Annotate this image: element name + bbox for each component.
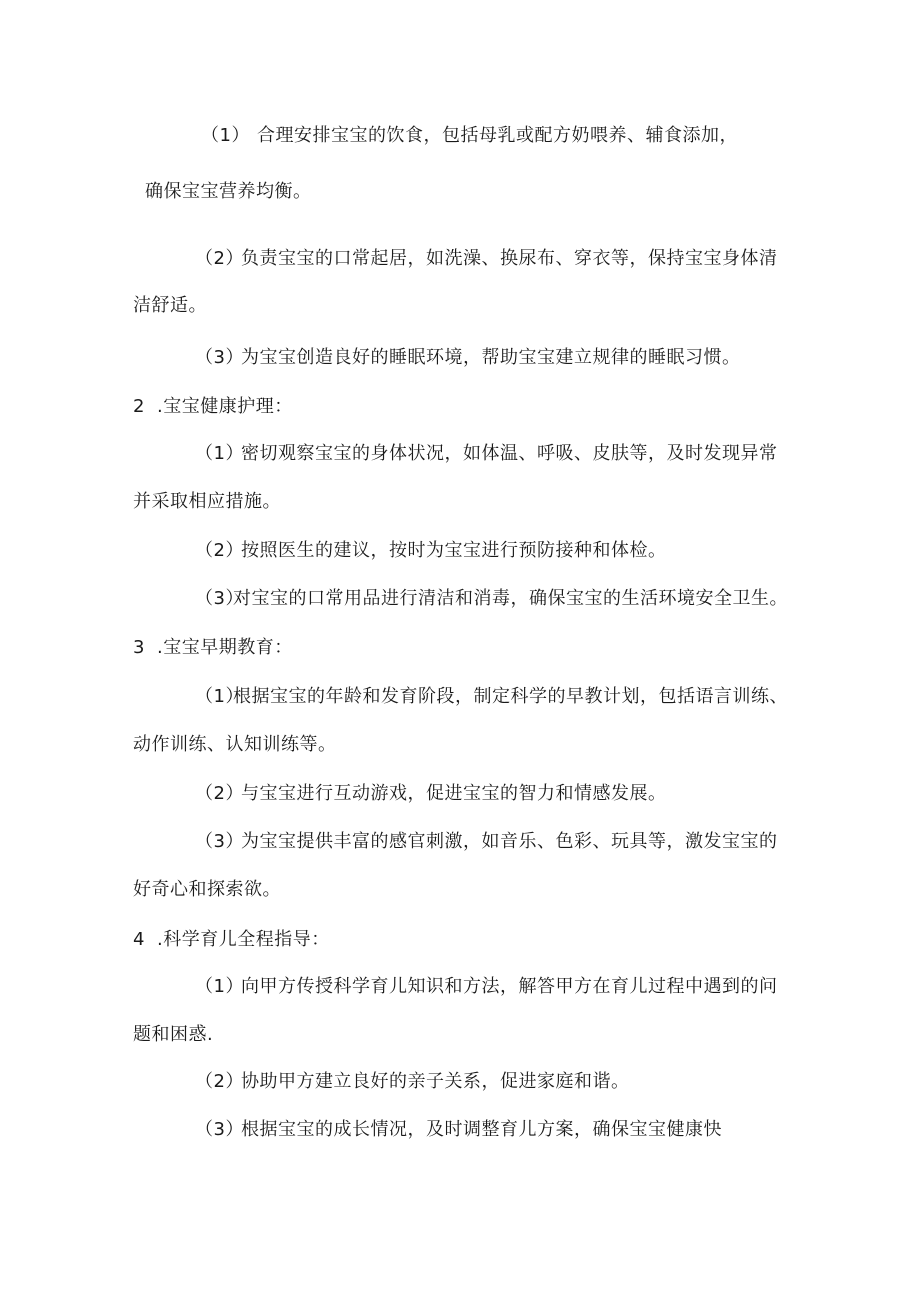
item-text: 合理安排宝宝的饮食，包括母乳或配方奶喂养、辅食添加， bbox=[257, 125, 738, 146]
item-text: 根据宝宝的成长情况，及时调整育儿方案，确保宝宝健康快 bbox=[241, 1119, 722, 1140]
item-text: 密切观察宝宝的身体状况，如体温、呼吸、皮肤等，及时发现异常 bbox=[241, 443, 778, 464]
item-text: 为宝宝创造良好的睡眠环境，帮助宝宝建立规律的睡眠习惯。 bbox=[241, 347, 741, 368]
section-title: .科学育儿全程指导： bbox=[157, 929, 330, 950]
section-title: .宝宝早期教育： bbox=[157, 637, 293, 658]
item-text-continuation: 并采取相应措施。 bbox=[133, 491, 281, 512]
item-text-continuation: 洁舒适。 bbox=[133, 295, 207, 316]
item-text: 与宝宝进行互动游戏，促进宝宝的智力和情感发展。 bbox=[241, 783, 667, 804]
item-label: （1） bbox=[195, 686, 244, 707]
section-title: .宝宝健康护理： bbox=[157, 396, 293, 417]
item-text: 负责宝宝的口常起居，如洗澡、换尿布、穿衣等，保持宝宝身体清 bbox=[241, 248, 778, 269]
item-label: （3） bbox=[195, 347, 244, 368]
item-text: 根据宝宝的年龄和发育阶段，制定科学的早教计划，包括语言训练、 bbox=[233, 686, 788, 707]
item-label: （1） bbox=[195, 976, 244, 997]
item-label: （3） bbox=[195, 1119, 244, 1140]
item-text-continuation: 确保宝宝营养均衡。 bbox=[145, 181, 312, 202]
section-number: 3 bbox=[133, 637, 145, 658]
section-number: 4 bbox=[133, 929, 145, 950]
item-label: （2） bbox=[195, 783, 244, 804]
item-label: （2） bbox=[195, 248, 244, 269]
item-label: （1） bbox=[195, 443, 244, 464]
item-text-continuation: 题和困惑. bbox=[133, 1024, 214, 1045]
item-text: 为宝宝提供丰富的感官刺激，如音乐、色彩、玩具等，激发宝宝的 bbox=[241, 831, 778, 852]
item-label: （3） bbox=[195, 588, 244, 609]
item-text: 向甲方传授科学育儿知识和方法，解答甲方在育儿过程中遇到的问 bbox=[241, 976, 778, 997]
item-label: （3） bbox=[195, 831, 244, 852]
item-label: （2） bbox=[195, 1071, 244, 1092]
item-text-continuation: 好奇心和探索欲。 bbox=[133, 879, 281, 900]
item-text: 协助甲方建立良好的亲子关系，促进家庭和谐。 bbox=[241, 1071, 630, 1092]
item-label: （2） bbox=[195, 540, 244, 561]
item-text: 按照医生的建议，按时为宝宝进行预防接种和体检。 bbox=[241, 540, 667, 561]
item-text-continuation: 动作训练、认知训练等。 bbox=[133, 734, 337, 755]
section-number: 2 bbox=[133, 396, 145, 417]
item-text: 对宝宝的口常用品进行清洁和消毒，确保宝宝的生活环境安全卫生。 bbox=[233, 588, 788, 609]
item-label: （1） bbox=[201, 125, 250, 146]
